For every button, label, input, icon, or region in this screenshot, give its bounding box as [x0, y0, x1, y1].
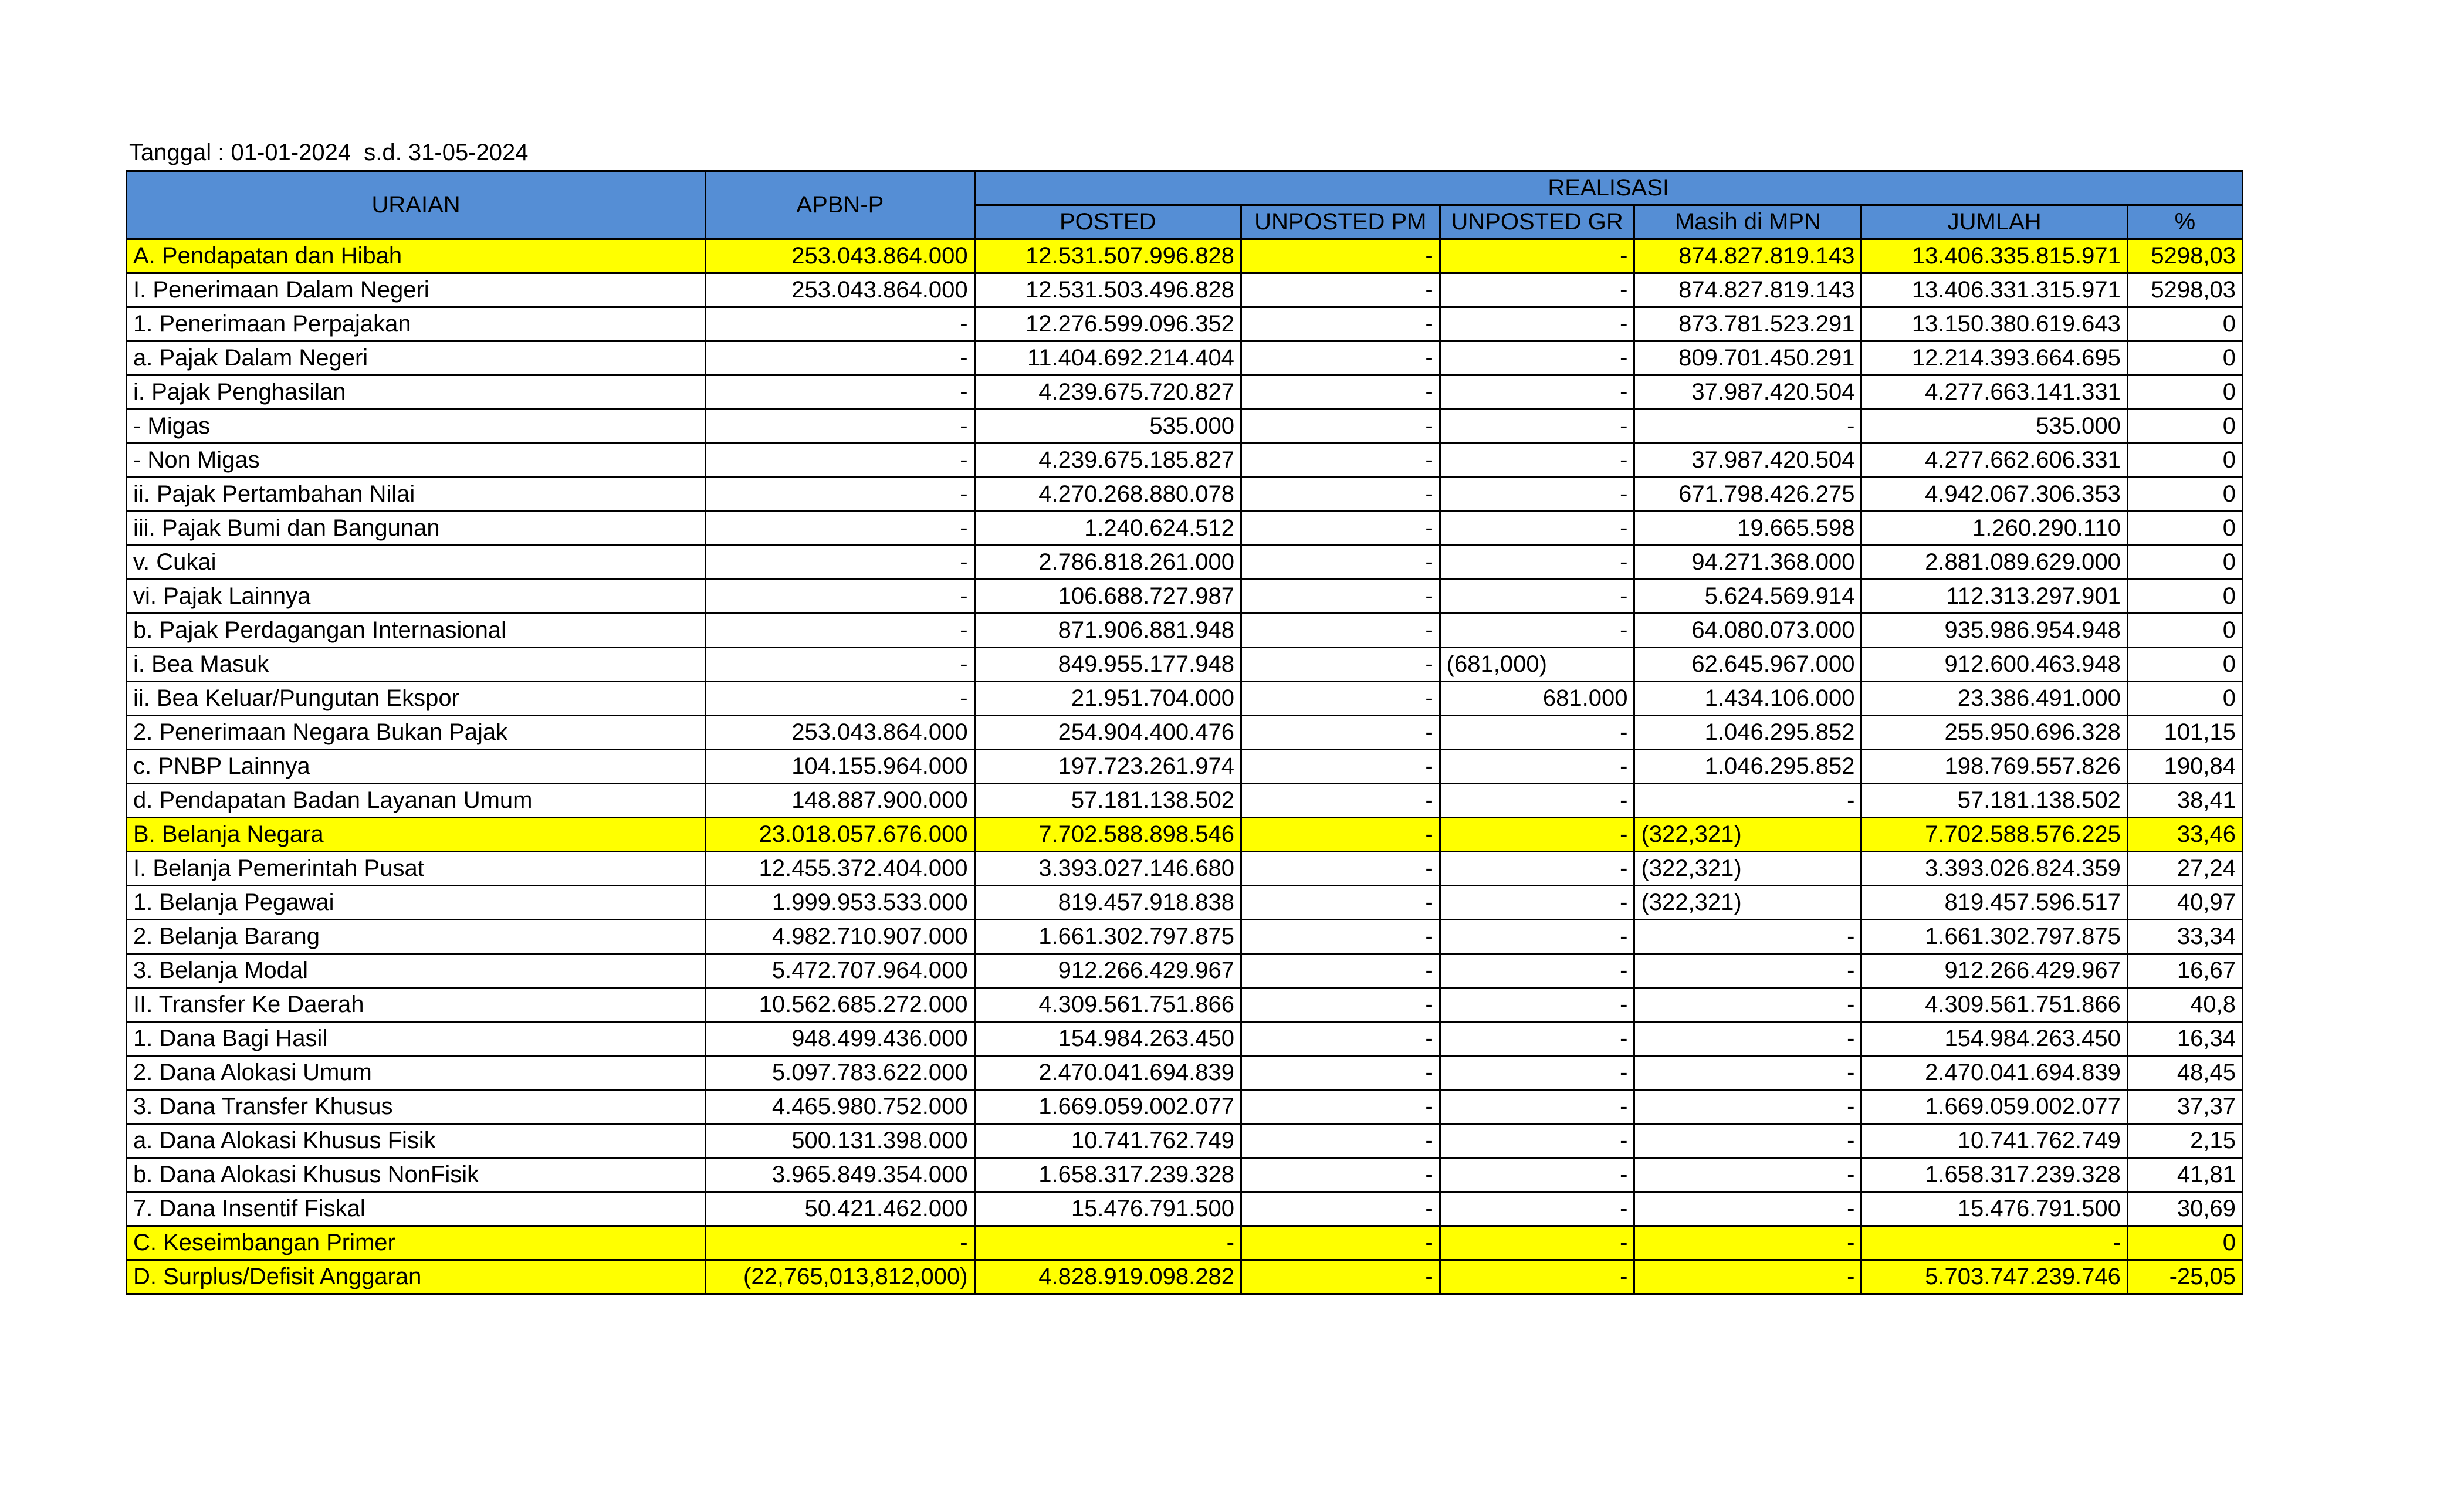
table-row	[127, 920, 2243, 954]
table-row	[127, 682, 2243, 716]
cell-jumlah: 13.150.380.619.643	[1861, 307, 2127, 341]
cell-unposted-pm: -	[1241, 1124, 1440, 1158]
cell-masih-mpn: 37.987.420.504	[1634, 444, 1861, 478]
cell-uraian: ii. Pajak Pertambahan Nilai	[127, 478, 706, 512]
cell-unposted-pm: -	[1241, 512, 1440, 546]
cell-apbn: 253.043.864.000	[706, 273, 974, 307]
cell-uraian: 3. Belanja Modal	[127, 954, 706, 988]
cell-unposted-pm: -	[1241, 716, 1440, 750]
cell-percent: 27,24	[2127, 852, 2242, 886]
cell-percent: 0	[2127, 682, 2242, 716]
cell-jumlah: 15.476.791.500	[1861, 1192, 2127, 1226]
header-unposted-pm: UNPOSTED PM	[1241, 205, 1440, 239]
cell-percent: 0	[2127, 580, 2242, 614]
cell-unposted-pm: -	[1241, 750, 1440, 784]
cell-apbn: 253.043.864.000	[706, 716, 974, 750]
cell-unposted-gr: -	[1440, 341, 1634, 375]
cell-masih-mpn: -	[1634, 1158, 1861, 1192]
table-row	[127, 1124, 2243, 1158]
table-row	[127, 988, 2243, 1022]
cell-masih-mpn: -	[1634, 1056, 1861, 1090]
cell-posted: 2.786.818.261.000	[974, 546, 1241, 580]
cell-masih-mpn: 62.645.967.000	[1634, 648, 1861, 682]
cell-uraian: i. Pajak Penghasilan	[127, 375, 706, 409]
cell-masih-mpn: -	[1634, 1226, 1861, 1260]
cell-unposted-gr: -	[1440, 954, 1634, 988]
table-row	[127, 273, 2243, 307]
cell-posted: 1.658.317.239.328	[974, 1158, 1241, 1192]
table-row	[127, 750, 2243, 784]
table-row	[127, 478, 2243, 512]
cell-uraian: 7. Dana Insentif Fiskal	[127, 1192, 706, 1226]
cell-apbn: -	[706, 409, 974, 444]
cell-percent: 101,15	[2127, 716, 2242, 750]
table-row	[127, 1192, 2243, 1226]
cell-uraian: 2. Belanja Barang	[127, 920, 706, 954]
cell-apbn: -	[706, 614, 974, 648]
cell-posted: 4.239.675.720.827	[974, 375, 1241, 409]
cell-apbn: (22,765,013,812,000)	[706, 1260, 974, 1294]
cell-posted: 4.309.561.751.866	[974, 988, 1241, 1022]
cell-jumlah: 1.661.302.797.875	[1861, 920, 2127, 954]
cell-posted: 2.470.041.694.839	[974, 1056, 1241, 1090]
cell-jumlah: 112.313.297.901	[1861, 580, 2127, 614]
cell-unposted-pm: -	[1241, 648, 1440, 682]
cell-uraian: v. Cukai	[127, 546, 706, 580]
cell-jumlah: 935.986.954.948	[1861, 614, 2127, 648]
table-row	[127, 1158, 2243, 1192]
cell-posted: 4.239.675.185.827	[974, 444, 1241, 478]
cell-percent: 33,46	[2127, 818, 2242, 852]
cell-jumlah: 13.406.331.315.971	[1861, 273, 2127, 307]
cell-percent: 190,84	[2127, 750, 2242, 784]
cell-jumlah: 2.470.041.694.839	[1861, 1056, 2127, 1090]
cell-apbn: 4.982.710.907.000	[706, 920, 974, 954]
table-row	[127, 784, 2243, 818]
cell-unposted-pm: -	[1241, 1090, 1440, 1124]
table-row	[127, 546, 2243, 580]
cell-uraian: I. Belanja Pemerintah Pusat	[127, 852, 706, 886]
cell-unposted-pm: -	[1241, 1158, 1440, 1192]
cell-percent: 0	[2127, 1226, 2242, 1260]
cell-masih-mpn: 809.701.450.291	[1634, 341, 1861, 375]
cell-percent: 0	[2127, 444, 2242, 478]
cell-unposted-pm: -	[1241, 614, 1440, 648]
cell-unposted-gr: -	[1440, 1022, 1634, 1056]
cell-masih-mpn: -	[1634, 784, 1861, 818]
cell-masih-mpn: 37.987.420.504	[1634, 375, 1861, 409]
cell-unposted-pm: -	[1241, 818, 1440, 852]
cell-percent: 30,69	[2127, 1192, 2242, 1226]
cell-percent: 0	[2127, 478, 2242, 512]
cell-unposted-gr: -	[1440, 580, 1634, 614]
cell-unposted-gr: -	[1440, 307, 1634, 341]
header-masih-mpn: Masih di MPN	[1634, 205, 1861, 239]
cell-unposted-gr: -	[1440, 478, 1634, 512]
cell-jumlah: 23.386.491.000	[1861, 682, 2127, 716]
cell-apbn: -	[706, 546, 974, 580]
cell-posted: 1.669.059.002.077	[974, 1090, 1241, 1124]
cell-unposted-pm: -	[1241, 239, 1440, 273]
cell-jumlah: 1.658.317.239.328	[1861, 1158, 2127, 1192]
table-row	[127, 1022, 2243, 1056]
cell-posted: 535.000	[974, 409, 1241, 444]
cell-jumlah: 535.000	[1861, 409, 2127, 444]
cell-masih-mpn: 5.624.569.914	[1634, 580, 1861, 614]
cell-unposted-pm: -	[1241, 1022, 1440, 1056]
cell-jumlah: 57.181.138.502	[1861, 784, 2127, 818]
cell-apbn: -	[706, 512, 974, 546]
cell-unposted-gr: -	[1440, 239, 1634, 273]
table-row	[127, 1090, 2243, 1124]
cell-unposted-gr: -	[1440, 1056, 1634, 1090]
cell-apbn: 12.455.372.404.000	[706, 852, 974, 886]
cell-posted: 57.181.138.502	[974, 784, 1241, 818]
cell-unposted-gr: -	[1440, 375, 1634, 409]
cell-unposted-gr: -	[1440, 852, 1634, 886]
cell-unposted-gr: -	[1440, 614, 1634, 648]
cell-percent: 2,15	[2127, 1124, 2242, 1158]
cell-jumlah: -	[1861, 1226, 2127, 1260]
cell-unposted-gr: -	[1440, 886, 1634, 920]
cell-masih-mpn: (322,321)	[1634, 852, 1861, 886]
cell-masih-mpn: 874.827.819.143	[1634, 273, 1861, 307]
cell-unposted-pm: -	[1241, 920, 1440, 954]
cell-percent: 0	[2127, 512, 2242, 546]
table-row	[127, 580, 2243, 614]
cell-percent: 40,8	[2127, 988, 2242, 1022]
cell-uraian: C. Keseimbangan Primer	[127, 1226, 706, 1260]
cell-unposted-gr: -	[1440, 1158, 1634, 1192]
cell-apbn: 104.155.964.000	[706, 750, 974, 784]
cell-unposted-pm: -	[1241, 580, 1440, 614]
cell-apbn: 23.018.057.676.000	[706, 818, 974, 852]
cell-unposted-pm: -	[1241, 1226, 1440, 1260]
cell-unposted-pm: -	[1241, 784, 1440, 818]
cell-unposted-gr: -	[1440, 988, 1634, 1022]
cell-masih-mpn: 1.046.295.852	[1634, 750, 1861, 784]
cell-masih-mpn: -	[1634, 409, 1861, 444]
cell-jumlah: 4.309.561.751.866	[1861, 988, 2127, 1022]
budget-realization-table	[126, 170, 2243, 1295]
cell-jumlah: 198.769.557.826	[1861, 750, 2127, 784]
table-row	[127, 614, 2243, 648]
cell-apbn: -	[706, 580, 974, 614]
cell-apbn: 5.472.707.964.000	[706, 954, 974, 988]
cell-jumlah: 13.406.335.815.971	[1861, 239, 2127, 273]
cell-posted: 197.723.261.974	[974, 750, 1241, 784]
cell-uraian: 1. Penerimaan Perpajakan	[127, 307, 706, 341]
cell-masih-mpn: -	[1634, 1090, 1861, 1124]
cell-unposted-gr: (681,000)	[1440, 648, 1634, 682]
cell-uraian: a. Dana Alokasi Khusus Fisik	[127, 1124, 706, 1158]
cell-percent: 0	[2127, 614, 2242, 648]
cell-jumlah: 1.669.059.002.077	[1861, 1090, 2127, 1124]
cell-masih-mpn: -	[1634, 1260, 1861, 1294]
cell-posted: 1.240.624.512	[974, 512, 1241, 546]
table-row	[127, 512, 2243, 546]
cell-apbn: 3.965.849.354.000	[706, 1158, 974, 1192]
cell-uraian: d. Pendapatan Badan Layanan Umum	[127, 784, 706, 818]
cell-uraian: vi. Pajak Lainnya	[127, 580, 706, 614]
cell-posted: 1.661.302.797.875	[974, 920, 1241, 954]
header-realisasi: REALISASI	[974, 171, 2242, 205]
cell-apbn: -	[706, 307, 974, 341]
cell-percent: 0	[2127, 648, 2242, 682]
cell-percent: 38,41	[2127, 784, 2242, 818]
cell-percent: -25,05	[2127, 1260, 2242, 1294]
header-unposted-gr: UNPOSTED GR	[1440, 205, 1634, 239]
cell-jumlah: 12.214.393.664.695	[1861, 341, 2127, 375]
cell-jumlah: 10.741.762.749	[1861, 1124, 2127, 1158]
table-row	[127, 648, 2243, 682]
header-apbn: APBN-P	[706, 171, 974, 239]
cell-uraian: I. Penerimaan Dalam Negeri	[127, 273, 706, 307]
cell-posted: 21.951.704.000	[974, 682, 1241, 716]
date-range-label: Tanggal : 01-01-2024 s.d. 31-05-2024	[129, 140, 529, 165]
cell-unposted-gr: -	[1440, 818, 1634, 852]
cell-posted: -	[974, 1226, 1241, 1260]
cell-posted: 912.266.429.967	[974, 954, 1241, 988]
cell-posted: 12.276.599.096.352	[974, 307, 1241, 341]
cell-unposted-pm: -	[1241, 273, 1440, 307]
cell-posted: 3.393.027.146.680	[974, 852, 1241, 886]
cell-uraian: 1. Dana Bagi Hasil	[127, 1022, 706, 1056]
cell-uraian: B. Belanja Negara	[127, 818, 706, 852]
cell-apbn: 1.999.953.533.000	[706, 886, 974, 920]
cell-apbn: 50.421.462.000	[706, 1192, 974, 1226]
cell-masih-mpn: -	[1634, 1022, 1861, 1056]
table-row	[127, 1260, 2243, 1294]
cell-unposted-gr: -	[1440, 273, 1634, 307]
cell-uraian: iii. Pajak Bumi dan Bangunan	[127, 512, 706, 546]
cell-jumlah: 2.881.089.629.000	[1861, 546, 2127, 580]
cell-unposted-pm: -	[1241, 307, 1440, 341]
cell-unposted-gr: -	[1440, 512, 1634, 546]
table-body	[127, 239, 2243, 1294]
cell-unposted-gr: -	[1440, 750, 1634, 784]
cell-uraian: ii. Bea Keluar/Pungutan Ekspor	[127, 682, 706, 716]
cell-apbn: 253.043.864.000	[706, 239, 974, 273]
cell-jumlah: 4.942.067.306.353	[1861, 478, 2127, 512]
cell-unposted-gr: -	[1440, 1192, 1634, 1226]
cell-unposted-gr: -	[1440, 444, 1634, 478]
cell-apbn: 500.131.398.000	[706, 1124, 974, 1158]
cell-apbn: -	[706, 341, 974, 375]
cell-percent: 16,67	[2127, 954, 2242, 988]
cell-uraian: - Migas	[127, 409, 706, 444]
cell-unposted-gr: -	[1440, 716, 1634, 750]
cell-masih-mpn: -	[1634, 1192, 1861, 1226]
cell-uraian: a. Pajak Dalam Negeri	[127, 341, 706, 375]
header-percent: %	[2127, 205, 2242, 239]
cell-uraian: II. Transfer Ke Daerah	[127, 988, 706, 1022]
cell-percent: 0	[2127, 375, 2242, 409]
cell-uraian: - Non Migas	[127, 444, 706, 478]
table-row	[127, 444, 2243, 478]
cell-percent: 5298,03	[2127, 239, 2242, 273]
cell-posted: 254.904.400.476	[974, 716, 1241, 750]
cell-jumlah: 5.703.747.239.746	[1861, 1260, 2127, 1294]
table-row	[127, 239, 2243, 273]
cell-unposted-gr: -	[1440, 1260, 1634, 1294]
cell-masih-mpn: 19.665.598	[1634, 512, 1861, 546]
header-jumlah: JUMLAH	[1861, 205, 2127, 239]
cell-uraian: D. Surplus/Defisit Anggaran	[127, 1260, 706, 1294]
cell-apbn: -	[706, 375, 974, 409]
cell-posted: 871.906.881.948	[974, 614, 1241, 648]
cell-unposted-pm: -	[1241, 546, 1440, 580]
cell-jumlah: 819.457.596.517	[1861, 886, 2127, 920]
cell-masih-mpn: (322,321)	[1634, 818, 1861, 852]
cell-percent: 37,37	[2127, 1090, 2242, 1124]
cell-unposted-pm: -	[1241, 409, 1440, 444]
cell-unposted-gr: -	[1440, 1226, 1634, 1260]
cell-uraian: 2. Dana Alokasi Umum	[127, 1056, 706, 1090]
cell-unposted-pm: -	[1241, 1260, 1440, 1294]
cell-apbn: 10.562.685.272.000	[706, 988, 974, 1022]
cell-uraian: 2. Penerimaan Negara Bukan Pajak	[127, 716, 706, 750]
cell-apbn: -	[706, 682, 974, 716]
cell-posted: 106.688.727.987	[974, 580, 1241, 614]
cell-percent: 0	[2127, 409, 2242, 444]
table-row	[127, 852, 2243, 886]
cell-posted: 15.476.791.500	[974, 1192, 1241, 1226]
cell-apbn: 948.499.436.000	[706, 1022, 974, 1056]
cell-posted: 12.531.503.496.828	[974, 273, 1241, 307]
cell-masih-mpn: 874.827.819.143	[1634, 239, 1861, 273]
cell-unposted-pm: -	[1241, 1192, 1440, 1226]
cell-uraian: 3. Dana Transfer Khusus	[127, 1090, 706, 1124]
table-row	[127, 409, 2243, 444]
cell-unposted-pm: -	[1241, 341, 1440, 375]
cell-jumlah: 4.277.663.141.331	[1861, 375, 2127, 409]
cell-jumlah: 7.702.588.576.225	[1861, 818, 2127, 852]
table-row	[127, 818, 2243, 852]
cell-posted: 11.404.692.214.404	[974, 341, 1241, 375]
cell-apbn: -	[706, 478, 974, 512]
table-row	[127, 1056, 2243, 1090]
cell-uraian: c. PNBP Lainnya	[127, 750, 706, 784]
cell-unposted-gr: -	[1440, 1090, 1634, 1124]
cell-percent: 16,34	[2127, 1022, 2242, 1056]
cell-masih-mpn: 671.798.426.275	[1634, 478, 1861, 512]
cell-posted: 819.457.918.838	[974, 886, 1241, 920]
cell-uraian: b. Pajak Perdagangan Internasional	[127, 614, 706, 648]
cell-masih-mpn: 1.046.295.852	[1634, 716, 1861, 750]
cell-uraian: b. Dana Alokasi Khusus NonFisik	[127, 1158, 706, 1192]
header-uraian: URAIAN	[127, 171, 706, 239]
cell-posted: 4.270.268.880.078	[974, 478, 1241, 512]
cell-percent: 0	[2127, 307, 2242, 341]
cell-masih-mpn: (322,321)	[1634, 886, 1861, 920]
cell-unposted-pm: -	[1241, 682, 1440, 716]
table-row	[127, 307, 2243, 341]
cell-posted: 849.955.177.948	[974, 648, 1241, 682]
cell-percent: 40,97	[2127, 886, 2242, 920]
table-row	[127, 341, 2243, 375]
cell-unposted-pm: -	[1241, 1056, 1440, 1090]
cell-unposted-gr: 681.000	[1440, 682, 1634, 716]
cell-percent: 41,81	[2127, 1158, 2242, 1192]
cell-masih-mpn: 64.080.073.000	[1634, 614, 1861, 648]
cell-percent: 33,34	[2127, 920, 2242, 954]
cell-percent: 5298,03	[2127, 273, 2242, 307]
cell-apbn: -	[706, 648, 974, 682]
cell-masih-mpn: -	[1634, 954, 1861, 988]
cell-unposted-pm: -	[1241, 988, 1440, 1022]
table-row	[127, 1226, 2243, 1260]
cell-apbn: -	[706, 1226, 974, 1260]
cell-jumlah: 255.950.696.328	[1861, 716, 2127, 750]
cell-jumlah: 3.393.026.824.359	[1861, 852, 2127, 886]
cell-jumlah: 1.260.290.110	[1861, 512, 2127, 546]
header-posted: POSTED	[974, 205, 1241, 239]
cell-unposted-pm: -	[1241, 852, 1440, 886]
table-row	[127, 375, 2243, 409]
cell-jumlah: 912.600.463.948	[1861, 648, 2127, 682]
cell-posted: 154.984.263.450	[974, 1022, 1241, 1056]
cell-percent: 48,45	[2127, 1056, 2242, 1090]
cell-apbn: -	[706, 444, 974, 478]
cell-masih-mpn: -	[1634, 988, 1861, 1022]
cell-posted: 12.531.507.996.828	[974, 239, 1241, 273]
cell-jumlah: 912.266.429.967	[1861, 954, 2127, 988]
cell-apbn: 148.887.900.000	[706, 784, 974, 818]
cell-masih-mpn: 1.434.106.000	[1634, 682, 1861, 716]
cell-uraian: 1. Belanja Pegawai	[127, 886, 706, 920]
cell-percent: 0	[2127, 546, 2242, 580]
cell-apbn: 5.097.783.622.000	[706, 1056, 974, 1090]
table-row	[127, 716, 2243, 750]
table-row	[127, 886, 2243, 920]
cell-apbn: 4.465.980.752.000	[706, 1090, 974, 1124]
cell-unposted-pm: -	[1241, 954, 1440, 988]
cell-unposted-gr: -	[1440, 784, 1634, 818]
cell-masih-mpn: 873.781.523.291	[1634, 307, 1861, 341]
cell-uraian: A. Pendapatan dan Hibah	[127, 239, 706, 273]
cell-posted: 10.741.762.749	[974, 1124, 1241, 1158]
cell-posted: 4.828.919.098.282	[974, 1260, 1241, 1294]
cell-unposted-gr: -	[1440, 1124, 1634, 1158]
table-row	[127, 954, 2243, 988]
cell-percent: 0	[2127, 341, 2242, 375]
cell-jumlah: 154.984.263.450	[1861, 1022, 2127, 1056]
cell-unposted-gr: -	[1440, 546, 1634, 580]
cell-unposted-pm: -	[1241, 478, 1440, 512]
cell-jumlah: 4.277.662.606.331	[1861, 444, 2127, 478]
cell-masih-mpn: -	[1634, 920, 1861, 954]
cell-unposted-gr: -	[1440, 920, 1634, 954]
cell-unposted-gr: -	[1440, 409, 1634, 444]
cell-unposted-pm: -	[1241, 375, 1440, 409]
cell-posted: 7.702.588.898.546	[974, 818, 1241, 852]
cell-masih-mpn: -	[1634, 1124, 1861, 1158]
cell-unposted-pm: -	[1241, 444, 1440, 478]
cell-masih-mpn: 94.271.368.000	[1634, 546, 1861, 580]
cell-uraian: i. Bea Masuk	[127, 648, 706, 682]
cell-unposted-pm: -	[1241, 886, 1440, 920]
